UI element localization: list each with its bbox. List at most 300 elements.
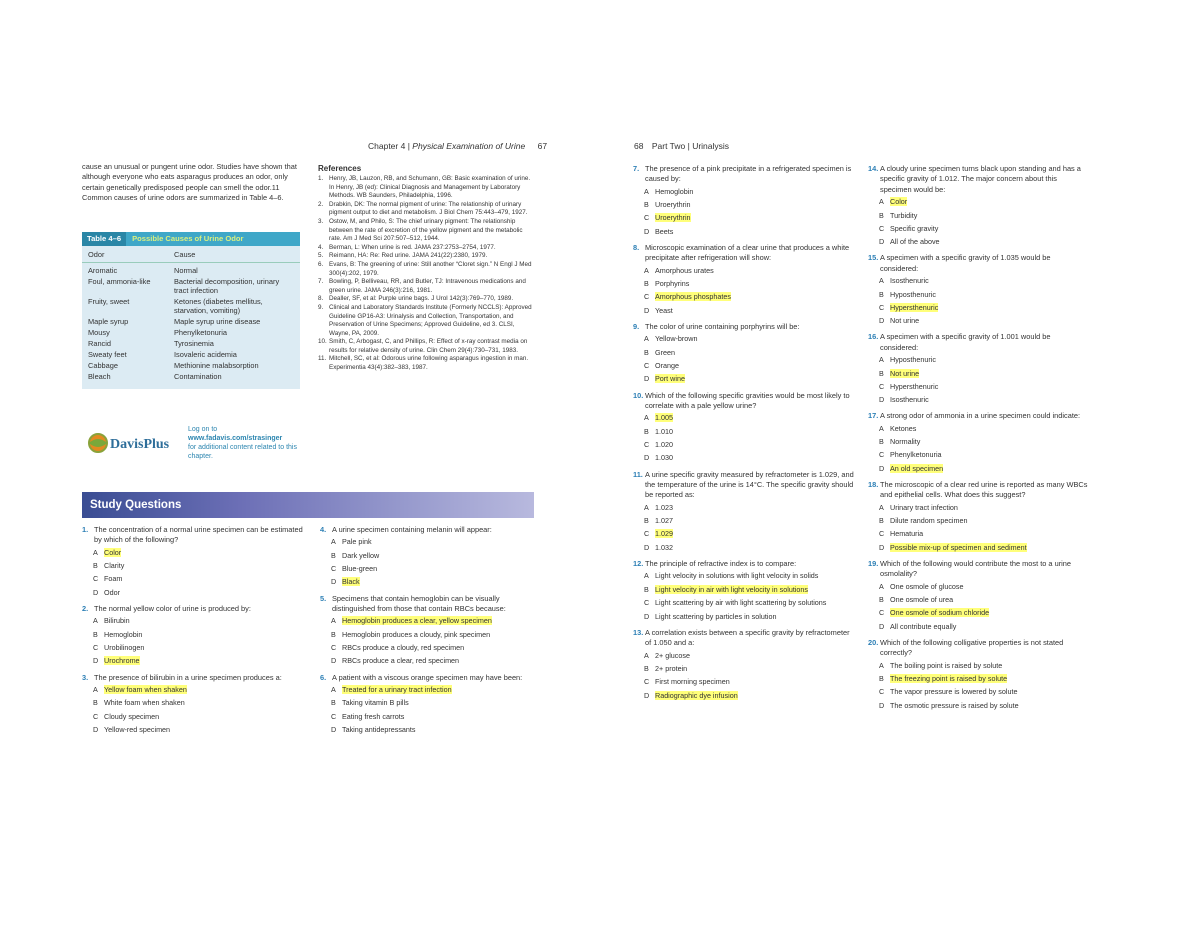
answer-option[interactable] [320, 614, 538, 627]
answer-option[interactable] [633, 277, 855, 290]
reference-number: 10. [318, 338, 327, 346]
option-letter: A [331, 616, 336, 626]
question-text [82, 673, 304, 683]
answer-option[interactable] [633, 451, 855, 464]
odor-cell: Sweaty feet [88, 350, 127, 359]
option-text: Dilute random specimen [890, 516, 968, 526]
question-text [633, 391, 855, 412]
answer-option[interactable] [82, 710, 304, 723]
question-block [868, 480, 1090, 554]
right-page-number: 68 [634, 141, 644, 151]
part-title: Urinalysis [692, 141, 730, 151]
question-text [320, 525, 538, 535]
answer-option[interactable] [868, 435, 1090, 448]
answer-option[interactable] [633, 359, 855, 372]
cause-cell: Isovaleric acidemia [174, 350, 237, 359]
answer-option[interactable] [868, 685, 1090, 698]
option-letter: A [879, 581, 884, 591]
question-number: 8. [633, 243, 640, 252]
answer-option[interactable] [868, 393, 1090, 406]
question-text [633, 470, 855, 501]
question-block [633, 322, 855, 386]
answer-option[interactable] [320, 641, 538, 654]
answer-option[interactable] [633, 527, 855, 540]
answer-option[interactable] [868, 353, 1090, 366]
option-text: Hyposthenuric [890, 355, 936, 365]
option-letter: B [644, 279, 649, 289]
option-letter: A [644, 186, 649, 196]
question-number: 13. [633, 627, 644, 637]
question-stem: A patient with a viscous orange specimen may have been: [332, 672, 523, 682]
option-letter: C [879, 223, 885, 233]
option-text: Isosthenuric [890, 395, 929, 405]
intro-paragraph: cause an unusual or pungent urine odor. Studies have shown that although everyone who eats asparagus produces an odor, only certain genetically predisposed people can smell the odor.11 Common causes of urine odors are summarized in Table 4–6. [82, 162, 297, 202]
question-stem: Specimens that contain hemoglobin can be visually distinguished from those that contain RBCs because: [332, 593, 506, 613]
option-letter: A [879, 502, 884, 512]
cause-cell: Phenylketonuria [174, 328, 228, 337]
question-stem: A correlation exists between a specific gravity by refractometer of 1.050 and a: [645, 627, 850, 648]
answer-option[interactable] [868, 367, 1090, 380]
option-letter: A [331, 537, 336, 547]
reference-item [318, 338, 534, 355]
question-text [633, 322, 855, 332]
logo-brand-text: DavisPlus [110, 437, 170, 452]
option-text: Orange [655, 361, 679, 370]
logo-note [188, 425, 300, 461]
option-letter: B [879, 289, 884, 299]
answer-option[interactable] [82, 641, 304, 654]
option-text: Foam [104, 574, 123, 584]
cause-cell: Bacterial decomposition, urinary tract infection [174, 277, 280, 295]
option-letter: B [93, 698, 98, 708]
answer-option[interactable] [633, 438, 855, 451]
answer-option[interactable] [868, 672, 1090, 685]
highlighted-answer: Not urine [890, 368, 920, 378]
option-text: Light scattering by air with light scattering by solutions [655, 598, 827, 608]
option-text: Specific gravity [890, 223, 939, 233]
option-text: Light scattering by particles in solution [655, 611, 777, 621]
option-text: Yellow-brown [655, 334, 698, 344]
option-text: Taking antidepressants [342, 724, 416, 734]
reference-item [318, 252, 534, 261]
question-block [633, 559, 855, 623]
reference-number: 8. [318, 295, 324, 303]
highlighted-answer: Light velocity in air with light velocity in solutions [655, 584, 809, 594]
option-text: RBCs produce a clear, red specimen [342, 656, 460, 666]
answer-option[interactable] [868, 541, 1090, 554]
answer-option[interactable] [868, 659, 1090, 672]
question-text [868, 253, 1090, 274]
answer-option[interactable] [82, 628, 304, 641]
highlighted-answer: Port wine [655, 374, 685, 384]
answer-option[interactable] [868, 301, 1090, 314]
left-questions-col-1 [82, 525, 304, 741]
davisplus-promo [84, 425, 299, 465]
question-stem: Which of the following specific gravities would be most likely to correlate with a pale yellow urine? [645, 390, 850, 410]
reference-item [318, 304, 534, 338]
answer-option[interactable] [82, 683, 304, 696]
question-number: 7. [633, 164, 640, 173]
highlighted-answer: Uroerythrin [655, 213, 691, 223]
question-block [633, 470, 855, 554]
question-block [633, 164, 855, 238]
option-text: Odor [104, 587, 120, 597]
option-letter: B [879, 368, 884, 378]
answer-option[interactable] [633, 689, 855, 702]
answer-option[interactable] [633, 346, 855, 359]
option-text: Turbidity [890, 210, 918, 220]
option-letter: A [644, 502, 649, 512]
option-text: Bilirubin [104, 616, 130, 626]
question-text [868, 480, 1090, 501]
option-text: 1.010 [655, 426, 673, 436]
answer-option[interactable] [633, 596, 855, 609]
answer-option[interactable] [868, 514, 1090, 527]
reference-text: Reimann, HA: Re: Red urine. JAMA 241(22):2380, 1979. [329, 252, 488, 260]
option-letter: D [93, 724, 99, 734]
reference-text: Clinical and Laboratory Standards Institute (Formerly NCCLS): Approved Guideline GP16-A3: Urinalysis and Collection, Transportation, and Preservation of Urine Specimens; Approved Guideline, ed 3. CLSI, Wayne, PA, 2009. [329, 303, 532, 337]
question-text [633, 243, 855, 264]
option-letter: C [879, 450, 885, 460]
question-block [320, 594, 538, 668]
davisplus-logo-icon [84, 425, 184, 461]
chapter-label: Chapter 4 [368, 141, 406, 151]
option-letter: C [331, 564, 337, 573]
answer-option[interactable] [320, 535, 538, 548]
question-stem: The principle of refractive index is to compare: [645, 559, 797, 568]
answer-option[interactable] [868, 527, 1090, 540]
option-letter: A [644, 334, 649, 344]
question-stem: A cloudy urine specimen turns black upon standing and has a specific gravity of 1.012. The major concern about this specimen would be: [880, 164, 1081, 194]
option-text: 1.023 [655, 502, 673, 512]
reference-text: Drabkin, DK: The normal pigment of urine: The relationship of urinary pigment output to diet and metabolism. J Biol Chem 75:443–479, 1927. [329, 200, 528, 217]
option-letter: B [879, 674, 884, 684]
answer-option[interactable] [868, 380, 1090, 393]
right-questions-col-1 [633, 164, 855, 707]
option-text: The boiling point is raised by solute [890, 660, 1003, 670]
answer-option[interactable] [82, 572, 304, 585]
table-row [82, 317, 300, 326]
highlighted-answer: Hemoglobin produces a clear, yellow specimen [342, 616, 492, 626]
logo-note-text: for additional content related to this chapter. [188, 444, 297, 460]
answer-option[interactable] [633, 372, 855, 385]
answer-option[interactable] [868, 448, 1090, 461]
answer-option[interactable] [868, 235, 1090, 248]
answer-option[interactable] [633, 411, 855, 424]
option-letter: B [93, 629, 98, 639]
option-letter: A [879, 276, 884, 286]
answer-option[interactable] [633, 649, 855, 662]
answer-option[interactable] [633, 211, 855, 224]
odor-table [82, 232, 300, 389]
answer-option[interactable] [868, 620, 1090, 633]
reference-number: 5. [318, 252, 324, 260]
option-text: Phenylketonuria [890, 450, 942, 460]
option-text: RBCs produce a cloudy, red specimen [342, 643, 465, 652]
reference-item [318, 355, 534, 372]
option-letter: D [331, 577, 337, 587]
question-number: 14. [868, 164, 879, 173]
reference-number: 7. [318, 278, 324, 286]
option-letter: B [331, 550, 336, 560]
reference-number: 2. [318, 200, 324, 208]
odor-cell: Bleach [88, 372, 111, 381]
answer-option[interactable] [82, 586, 304, 599]
question-number: 10. [633, 390, 644, 400]
answer-option[interactable] [320, 710, 538, 723]
option-letter: C [644, 529, 650, 539]
highlighted-answer: Radiographic dye infusion [655, 690, 738, 700]
answer-option[interactable] [868, 314, 1090, 327]
references-section [318, 164, 534, 373]
answer-option[interactable] [633, 332, 855, 345]
option-text: Isosthenuric [890, 276, 929, 286]
question-number: 9. [633, 322, 640, 331]
answer-option[interactable] [868, 288, 1090, 301]
reference-text: Mitchell, SC, et al: Odorous urine following asparagus ingestion in man. Experimentia 43(4):382–383, 1987. [329, 355, 529, 372]
option-text: The osmotic pressure is raised by solute [890, 700, 1019, 710]
highlighted-answer: 1.005 [655, 413, 673, 423]
answer-option[interactable] [320, 723, 538, 736]
answer-option[interactable] [633, 264, 855, 277]
option-text: Not urine [890, 316, 920, 326]
reference-text: Berman, L: When urine is red. JAMA 237:2753–2754, 1977. [329, 243, 496, 251]
answer-option[interactable] [868, 274, 1090, 287]
answer-option[interactable] [633, 501, 855, 514]
answer-option[interactable] [868, 593, 1090, 606]
question-stem: The presence of a pink precipitate in a refrigerated specimen is caused by: [645, 164, 852, 184]
option-letter: C [879, 302, 885, 312]
answer-option[interactable] [868, 222, 1090, 235]
option-letter: A [93, 616, 98, 626]
answer-option[interactable] [82, 559, 304, 572]
option-letter: A [879, 423, 884, 433]
highlighted-answer: Amorphous phosphates [655, 292, 731, 302]
highlighted-answer: Color [104, 547, 122, 557]
option-letter: C [644, 292, 650, 302]
option-text: Amorphous urates [655, 265, 714, 275]
option-letter: D [644, 226, 650, 236]
highlighted-answer: An old specimen [890, 463, 944, 473]
question-number: 5. [320, 593, 327, 603]
question-stem: The concentration of a normal urine specimen can be estimated by which of the following? [94, 525, 303, 545]
highlighted-answer: Black [342, 577, 360, 587]
odor-cell: Aromatic [88, 266, 118, 275]
question-text [633, 164, 855, 185]
option-letter: C [331, 643, 337, 652]
cause-cell: Contamination [174, 372, 222, 381]
table-caption [82, 232, 300, 246]
option-letter: C [644, 213, 650, 223]
answer-option[interactable] [320, 683, 538, 696]
question-block [868, 411, 1090, 475]
option-text: Urinary tract infection [890, 502, 958, 512]
answer-option[interactable] [633, 675, 855, 688]
option-text: 1.032 [655, 542, 673, 552]
answer-option[interactable] [320, 549, 538, 562]
option-text: Hemoglobin [104, 629, 143, 639]
answer-option[interactable] [633, 304, 855, 317]
table-row [82, 361, 300, 370]
answer-option[interactable] [633, 662, 855, 675]
option-letter: C [879, 608, 885, 618]
answer-option[interactable] [633, 225, 855, 238]
answer-option[interactable] [320, 696, 538, 709]
option-letter: A [879, 660, 884, 670]
question-block [868, 253, 1090, 327]
question-block [633, 628, 855, 702]
question-stem: A strong odor of ammonia in a urine specimen could indicate: [880, 411, 1081, 421]
part-label: Part Two [651, 141, 686, 151]
question-text [82, 525, 304, 546]
option-text: Beets [655, 226, 674, 236]
reference-item [318, 201, 534, 218]
option-text: Hematuria [890, 529, 924, 539]
question-number: 15. [868, 253, 879, 263]
answer-option[interactable] [320, 575, 538, 588]
answer-option[interactable] [868, 462, 1090, 475]
col-header-odor: Odor [88, 250, 105, 259]
answer-option[interactable] [868, 209, 1090, 222]
option-text: Cloudy specimen [104, 711, 160, 721]
option-letter: B [879, 210, 884, 220]
logo-url[interactable]: www.fadavis.com/strasinger [188, 435, 283, 442]
question-number: 19. [868, 559, 879, 568]
option-text: One osmole of glucose [890, 581, 964, 591]
answer-option[interactable] [633, 425, 855, 438]
answer-option[interactable] [868, 580, 1090, 593]
question-block [868, 332, 1090, 406]
answer-option[interactable] [868, 195, 1090, 208]
answer-option[interactable] [633, 198, 855, 211]
reference-item [318, 175, 534, 201]
question-text [320, 594, 538, 615]
option-text: All contribute equally [890, 621, 957, 631]
reference-text: Ostow, M, and Philo, S: The chief urinary pigment: The relationship between the rate of excretion of the yellow pigment and the metabolic rate. Am J Med Sci 207:507–512, 1944. [329, 217, 523, 243]
option-letter: C [879, 687, 885, 697]
table-row [82, 277, 300, 295]
question-block [633, 391, 855, 465]
option-letter: D [644, 453, 650, 463]
question-number: 3. [82, 672, 89, 682]
answer-option[interactable] [633, 583, 855, 596]
question-number: 4. [320, 525, 327, 534]
answer-option[interactable] [82, 546, 304, 559]
odor-cell: Rancid [88, 339, 112, 348]
right-page-header: 68 Part Two | Urinalysis [634, 141, 730, 151]
answer-option[interactable] [868, 606, 1090, 619]
answer-option[interactable] [633, 290, 855, 303]
answer-option[interactable] [633, 185, 855, 198]
question-block [320, 525, 538, 589]
question-number: 20. [868, 638, 879, 647]
question-stem: The presence of bilirubin in a urine specimen produces a: [94, 672, 282, 682]
question-stem: Microscopic examination of a clear urine that produces a white precipitate after refrigeration will show: [645, 243, 850, 263]
question-number: 2. [82, 604, 89, 613]
question-text [82, 604, 304, 614]
answer-option[interactable] [320, 628, 538, 641]
option-letter: D [879, 621, 885, 631]
option-text: Ketones [890, 423, 917, 433]
answer-option[interactable] [82, 654, 304, 667]
col-header-cause: Cause [174, 250, 196, 259]
cause-cell: Ketones (diabetes mellitus, starvation, vomiting) [174, 297, 263, 315]
option-letter: A [644, 413, 649, 423]
reference-item [318, 295, 534, 304]
answer-option[interactable] [868, 501, 1090, 514]
question-block [320, 673, 538, 737]
highlighted-answer: Possible mix-up of specimen and sediment [890, 542, 1027, 552]
option-text: Hemoglobin [655, 186, 694, 196]
option-letter: C [93, 711, 99, 721]
highlighted-answer: Urochrome [104, 656, 140, 666]
option-text: 2+ protein [655, 663, 688, 673]
option-letter: A [879, 355, 884, 365]
option-letter: A [331, 685, 336, 694]
option-letter: A [644, 571, 649, 581]
reference-item [318, 261, 534, 278]
answer-option[interactable] [320, 562, 538, 575]
option-letter: D [644, 374, 650, 384]
answer-option[interactable] [633, 569, 855, 582]
right-questions-col-2 [868, 164, 1090, 717]
option-letter: D [644, 690, 650, 700]
option-letter: B [879, 595, 884, 605]
question-number: 17. [868, 411, 879, 421]
answer-option[interactable] [82, 723, 304, 736]
answer-option[interactable] [320, 654, 538, 667]
option-letter: D [879, 237, 885, 247]
odor-cell: Mousy [88, 328, 110, 337]
option-text: Pale pink [342, 537, 372, 547]
highlighted-answer: Color [890, 197, 908, 207]
option-letter: B [644, 663, 649, 673]
option-letter: D [331, 656, 337, 666]
option-text: Light velocity in solutions with light velocity in solids [655, 571, 819, 581]
question-text [868, 164, 1090, 195]
answer-option[interactable] [82, 614, 304, 627]
highlighted-answer: Yellow foam when shaken [104, 685, 187, 694]
reference-number: 11. [318, 355, 327, 363]
question-stem: A urine specific gravity measured by refractometer is 1.029, and the temperature of the urine is 14°C. The specific gravity should be reported as: [645, 469, 854, 500]
option-letter: D [879, 542, 885, 552]
question-stem: The microscopic of a clear red urine is reported as many WBCs and epithelial cells. What does this suggest? [880, 480, 1088, 500]
table-row [82, 328, 300, 337]
highlighted-answer: Treated for a urinary tract infection [342, 685, 452, 694]
option-text: 1.030 [655, 453, 673, 463]
option-letter: B [93, 561, 98, 571]
answer-option[interactable] [868, 699, 1090, 712]
reference-text: Henry, JB, Lauzon, RB, and Schumann, GB: Basic examination of urine. In Henry, JB (ed): Clinical Diagnosis and Management by Laboratory Methods. WB Saunders, Philadelphia, 1996. [329, 175, 531, 200]
question-text [868, 559, 1090, 580]
option-text: First morning specimen [655, 677, 730, 687]
question-block [633, 243, 855, 317]
question-stem: A specimen with a specific gravity of 1.001 would be considered: [880, 332, 1051, 352]
answer-option[interactable] [633, 610, 855, 623]
answer-option[interactable] [633, 541, 855, 554]
answer-option[interactable] [868, 422, 1090, 435]
option-letter: A [644, 265, 649, 275]
table-title: Possible Causes of Urine Odor [132, 234, 244, 243]
option-letter: B [331, 698, 336, 708]
option-letter: C [644, 677, 650, 687]
option-letter: C [331, 711, 337, 721]
reference-number: 9. [318, 303, 324, 311]
answer-option[interactable] [82, 696, 304, 709]
option-letter: B [879, 437, 884, 447]
option-text: Uroerythrin [655, 200, 691, 210]
answer-option[interactable] [633, 514, 855, 527]
